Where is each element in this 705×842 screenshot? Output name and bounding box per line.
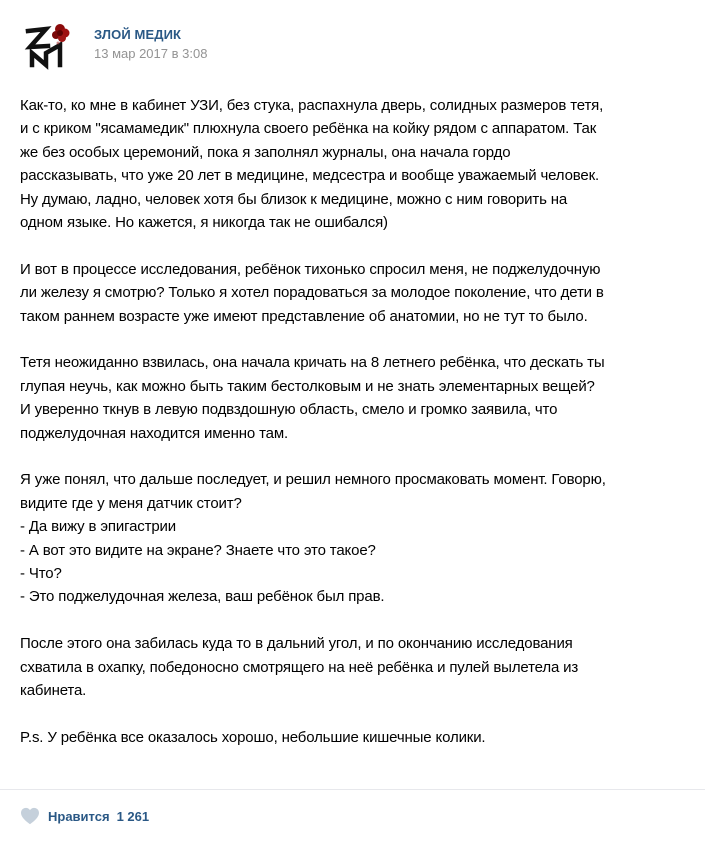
text-line: После этого она забилась куда то в дальний угол, и по окончанию исследования (20, 635, 573, 653)
footer-divider (0, 789, 705, 790)
text-line: рассказывать, что уже 20 лет в медицине, медсестра и вообще уважаемый человек. (20, 167, 600, 185)
paragraph (20, 94, 690, 234)
paragraph (20, 258, 690, 328)
text-line: кабинета. (20, 682, 87, 700)
heart-icon (20, 807, 40, 825)
paragraph (20, 351, 690, 445)
text-line: и с криком "ясамамедик" плюхнула своего ребёнка на койку рядом с аппаратом. Так (20, 120, 597, 138)
text-line: одном языке. Но кажется, я никогда так не ошибался) (20, 214, 388, 232)
author-link[interactable]: ЗЛОЙ МЕДИК (94, 27, 182, 42)
paragraph (20, 726, 690, 749)
text-line: Я уже понял, что дальше последует, и решил немного просмаковать момент. Говорю, (20, 471, 606, 489)
text-line: схватила в охапку, победоносно смотрящего на неё ребёнка и пулей вылетела из (20, 658, 579, 676)
text-line: И уверенно ткнув в левую подвздошную область, смело и громко заявила, что (20, 401, 558, 419)
paragraph (20, 632, 690, 702)
zm-logo-icon[interactable] (20, 17, 76, 73)
text-line: Как-то, ко мне в кабинет УЗИ, без стука, распахнула дверь, солидных размеров тетя, (20, 97, 604, 114)
like-label: Нравится (48, 808, 110, 824)
text-line: И вот в процессе исследования, ребёнок тихонько спросил меня, не поджелудочную (20, 260, 601, 278)
text-line: поджелудочная находится именно там. (20, 424, 288, 442)
text-line: Тетя неожиданно взвилась, она начала кричать на 8 летнего ребёнка, что дескать ты (20, 354, 605, 372)
text-line: P.s. У ребёнка все оказалось хорошо, небольшие кишечные колики. (20, 728, 486, 746)
text-line: же без особых церемоний, пока я заполнял журналы, она начала гордо (20, 143, 511, 161)
post-text (20, 94, 690, 773)
like-button[interactable] (20, 807, 149, 825)
text-line: видите где у меня датчик стоит? (20, 494, 242, 512)
paragraph (20, 468, 690, 608)
post-footer (20, 803, 149, 829)
like-count: 1 261 (116, 808, 150, 824)
post-header (20, 15, 207, 75)
text-line: Ну думаю, ладно, человек хотя бы близок к медицине, можно с ним говорить на (20, 190, 568, 208)
post-date[interactable]: 13 мар 2017 в 3:08 (94, 46, 208, 61)
text-line: глупая неучь, как можно быть таким бестолковым и не знать элементарных вещей? (20, 377, 595, 395)
header-text (94, 27, 207, 63)
text-line: - А вот это видите на экране? Знаете что это такое? (20, 541, 376, 559)
text-line: - Да вижу в эпигастрии (20, 518, 176, 536)
text-line: - Что? (20, 565, 62, 583)
text-line: - Это поджелудочная железа, ваш ребёнок был прав. (20, 588, 385, 606)
text-line: ли железу я смотрю? Только я хотел порадоваться за молодое поколение, что дети в (20, 284, 604, 302)
text-line: таком раннем возрасте уже имеют представление об анатомии, но не тут то было. (20, 307, 588, 325)
